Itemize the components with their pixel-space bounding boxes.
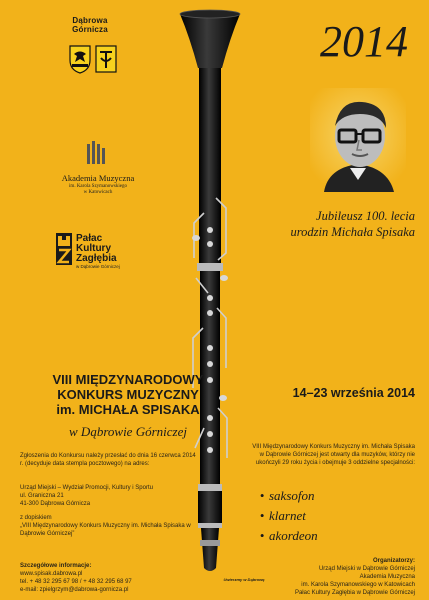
academy-logo-icon — [85, 140, 107, 166]
city-name — [55, 16, 125, 34]
title-line3: im. MICHAŁA SPISAKA — [56, 402, 200, 417]
organizer-line: Akademia Muzyczna — [359, 574, 415, 580]
category-label: akordeon — [269, 528, 318, 543]
jubilee-line1: Jubileusz 100. lecia — [316, 209, 415, 223]
badge-text: Uwierzmy w Dąbrowę — [223, 577, 265, 582]
categories-list — [255, 486, 385, 546]
title-line2: KONKURS MUZYCZNY — [57, 387, 199, 402]
portrait-photo — [310, 88, 406, 192]
annotation-text: „VIII Międzynarodowy Konkurs Muzyczny im. Michała Spisaka w Dąbrowie Górniczej” — [20, 523, 191, 537]
contact-heading: Szczegółowe informacje: — [20, 563, 92, 569]
organizer-line: Urząd Miejski w Dąbrowie Górniczej — [318, 566, 415, 572]
annotation-label: z dopiskiem — [20, 515, 52, 521]
contact-details — [20, 562, 170, 594]
palace-line3: Zagłębia — [76, 253, 117, 264]
city-name-text: Dąbrowa Górnicza — [72, 16, 108, 34]
palace-name — [76, 234, 117, 264]
academy-name: Akademia Muzyczna — [61, 173, 135, 183]
organizer-line: im. Karola Szymanowskiego w Katowicach — [301, 582, 415, 588]
eligibility-text: VIII Międzynarodowy Konkurs Muzyczny im. Michała Spisaka w Dąbrowie Górniczej jest otwarty dla muzyków, którzy nie ukończyli 29 roku życia i obejmuje 3 oddzielne specjalności: — [252, 444, 415, 466]
address-line1: Urząd Miejski – Wydział Promocji, Kultury i Sportu — [20, 485, 153, 491]
jubilee-line2: urodzin Michała Spisaka — [290, 225, 415, 239]
email-link[interactable]: e-mail: zpielgrzym@dabrowa-gornicza.pl — [20, 587, 129, 593]
organizers-heading: Organizatorzy: — [372, 558, 415, 564]
organizers — [255, 557, 415, 597]
bullet-icon: • — [259, 528, 265, 543]
city-crests — [68, 44, 120, 94]
application-intro: Zgłoszenia do Konkursu należy przesłać do dnia 16 czerwca 2014 r. (decyduje data stempla pocztowego) na adres: — [20, 453, 196, 467]
application-address — [20, 484, 180, 508]
category-item — [255, 486, 385, 506]
palace-line2: Kultury — [76, 243, 111, 254]
palace-line1: Pałac — [76, 233, 103, 244]
academy-sub-line1: im. Karola Szymanowskiego — [69, 184, 127, 189]
palace-subtitle: w Dąbrowie Górniczej — [76, 264, 120, 269]
address-line2: ul. Graniczna 21 — [20, 493, 64, 499]
competition-place: w Dąbrowie Górniczej — [69, 424, 187, 439]
bullet-icon: • — [259, 488, 265, 503]
phone-numbers: tel. + 48 32 295 67 98 / + 48 32 295 68 97 — [20, 579, 132, 585]
academy-subtitle — [48, 184, 148, 196]
website-link[interactable]: www.spisak.dabrowa.pl — [20, 571, 83, 577]
category-label: saksofon — [269, 488, 315, 503]
title-line1: VIII MIĘDZYNARODOWY — [52, 372, 204, 387]
category-label: klarnet — [269, 508, 306, 523]
address-line3: 41-300 Dąbrowa Górnicza — [20, 501, 91, 507]
year-heading: 2014 — [320, 17, 408, 66]
category-item — [255, 506, 385, 526]
organizer-line: Pałac Kultury Zagłębia w Dąbrowie Górniczej — [294, 590, 415, 596]
palace-logo-icon — [55, 232, 73, 266]
competition-title — [28, 372, 228, 417]
mining-emblem-icon — [94, 44, 118, 74]
category-item — [255, 526, 385, 546]
bullet-icon: • — [259, 508, 265, 523]
competition-dates: 14–23 września 2014 — [292, 386, 415, 400]
city-coat-of-arms-icon — [68, 44, 92, 74]
academy-sub-line2: w Katowicach — [83, 190, 113, 195]
